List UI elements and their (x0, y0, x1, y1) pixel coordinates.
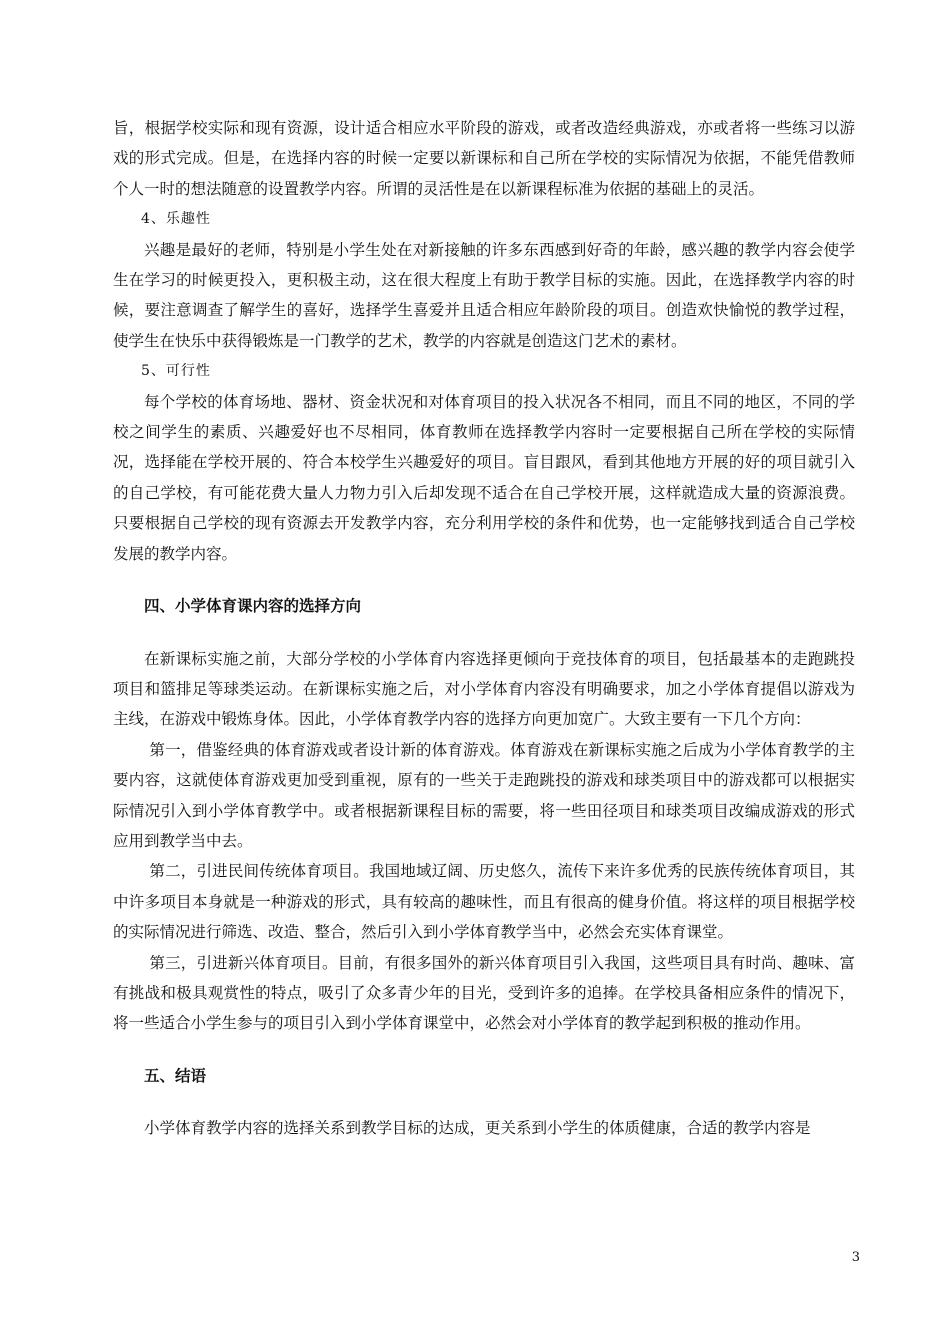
paragraph-flexibility-continued: 旨，根据学校实际和现有资源，设计适合相应水平阶段的游戏，或者改造经典游戏，亦或者将一些练习以游戏的形式完成。但是，在选择内容的时候一定要以新课标和自己所在学校的实际情况为依据，不能凭借教师个人一时的想法随意的设置教学内容。所谓的灵活性是在以新课程标准为依据的基础上的灵活。 (113, 119, 855, 198)
paragraph-fun: 兴趣是最好的老师，特别是小学生处在对新接触的许多东西感到好奇的年龄，感兴趣的教学内容会使学生在学习的时候更投入，更积极主动，这在很大程度上有助于教学目标的实施。因此，在选择教学内容的时候，要注意调查了解学生的喜好，选择学生喜爱并且适合相应年龄阶段的项目。创造欢快愉悦的教学过程，使学生在快乐中获得锻炼是一门教学的艺术，教学的内容就是创造这门艺术的素材。 (113, 240, 855, 350)
paragraph-conclusion: 小学体育教学内容的选择关系到教学目标的达成，更关系到小学生的体质健康，合适的教学内容是 (144, 1119, 811, 1138)
page-body (113, 113, 855, 1144)
section-heading-4: 四、小学体育课内容的选择方向 (144, 597, 362, 616)
subheading-feasibility: 5、可行性 (141, 363, 211, 380)
paragraph-feasibility: 每个学校的体育场地、器材、资金状况和对体育项目的投入状况各不相同，而且不同的地区，不同的学校之间学生的素质、兴趣爱好也不尽相同，体育教师在选择教学内容时一定要根据自己所在学校的实际情况，选择能在学校开展的、符合本校学生兴趣爱好的项目。盲目跟风，看到其他地方开展的好的项目就引入的自己学校，有可能花费大量人力物力引入后却发现不适合在自己学校开展，这样就造成大量的资源浪费。只要根据自己学校的现有资源去开发教学内容，充分利用学校的条件和优势，也一定能够找到适合自己学校发展的教学内容。 (113, 392, 855, 563)
paragraph-direction-third: 第三，引进新兴体育项目。目前，有很多国外的新兴体育项目引入我国，这些项目具有时尚、趣味、富有挑战和极具观赏性的特点，吸引了众多青少年的目光，受到许多的追捧。在学校具备相应条件的情况下，将一些适合小学生参与的项目引入到小学体育课堂中，必然会对小学体育的教学起到积极的推动作用。 (113, 953, 855, 1033)
section-heading-5: 五、结语 (144, 1066, 207, 1085)
page-number: 3 (851, 1250, 860, 1265)
spacer (113, 622, 855, 644)
subheading-fun: 4、乐趣性 (141, 211, 211, 228)
spacer (113, 569, 855, 591)
spacer (113, 1091, 855, 1113)
paragraph-direction-second: 第二，引进民间传统体育项目。我国地域辽阔、历史悠久，流传下来许多优秀的民族传统体育项目，其中许多项目本身就是一种游戏的形式，具有较高的趣味性，而且有很高的健身价值。将这样的项目根据学校的实际情况进行筛选、改造、整合，然后引入到小学体育教学当中，必然会充实体育课堂。 (113, 862, 855, 942)
paragraph-direction-intro: 在新课标实施之前，大部分学校的小学体育内容选择更倾向于竞技体育的项目，包括最基本的走跑跳投项目和篮排足等球类运动。在新课标实施之后，对小学体育内容没有明确要求，加之小学体育提倡以游戏为主线，在游戏中锻炼身体。因此，小学体育教学内容的选择方向更加宽广。大致主要有一下几个方向： (113, 649, 855, 729)
spacer (113, 1039, 855, 1061)
paragraph-direction-first: 第一，借鉴经典的体育游戏或者设计新的体育游戏。体育游戏在新课标实施之后成为小学体育教学的主要内容，这就使体育游戏更加受到重视，原有的一些关于走跑跳投的游戏和球类项目中的游戏都可以根据实际情况引入到小学体育教学中。或者根据新课程目标的需要，将一些田径项目和球类项目改编成游戏的形式应用到教学当中去。 (113, 740, 855, 850)
